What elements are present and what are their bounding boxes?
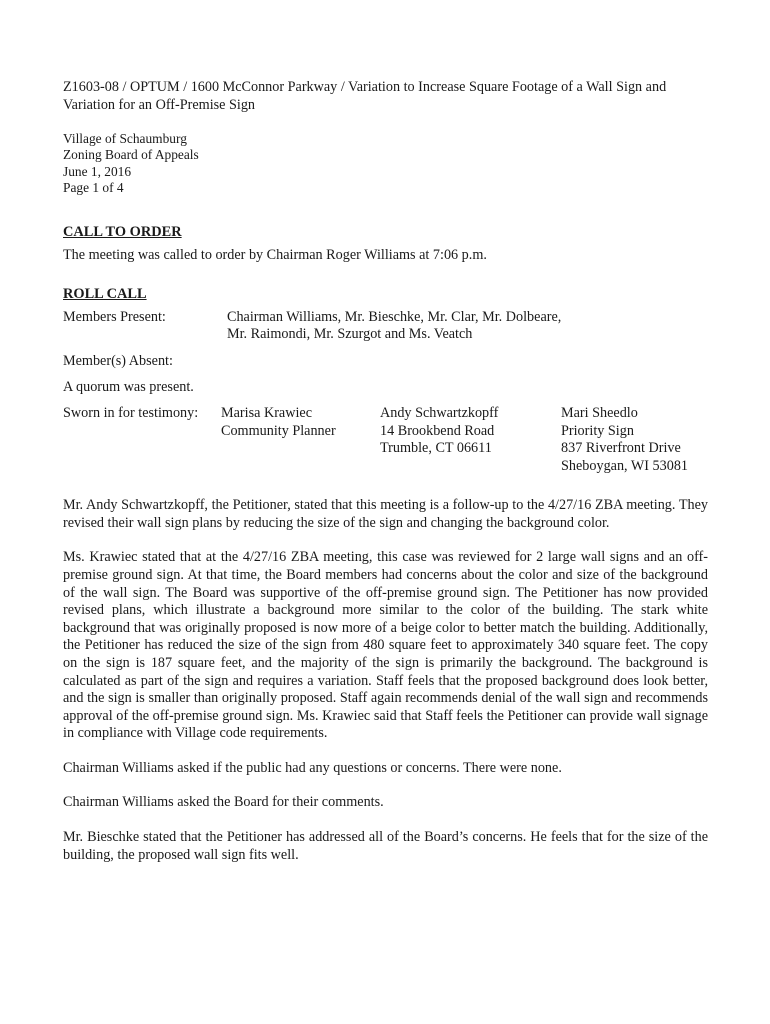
members-present-list (227, 309, 708, 344)
members-present-row (63, 309, 708, 344)
roll-call-heading: ROLL CALL (63, 286, 147, 303)
sworn-person-name: Andy Schwartzkopff (380, 405, 499, 422)
meta-board: Zoning Board of Appeals (63, 147, 199, 163)
quorum-statement: A quorum was present. (63, 378, 194, 395)
sworn-person-schwartzkopff (380, 405, 498, 458)
call-to-order-heading: CALL TO ORDER (63, 224, 182, 240)
sworn-person-address: 14 Brookbend Road (380, 422, 495, 439)
sworn-person-city: Sheboygan, WI 53081 (561, 457, 689, 474)
meta-date: June 1, 2016 (63, 163, 132, 179)
members-absent-label: Member(s) Absent: (63, 352, 173, 369)
sworn-person-address: 837 Riverfront Drive (561, 440, 681, 457)
members-present-line: Chairman Williams, Mr. Bieschke, Mr. Clar, Mr. Dolbeare, (227, 308, 562, 325)
minutes-paragraph: Mr. Bieschke stated that the Petitioner has addressed all of the Board’s concerns. He feels that for the size of the building, the proposed wall sign fits well. (63, 829, 708, 863)
sworn-person-krawiec (221, 405, 336, 440)
sworn-testimony-block (63, 405, 708, 477)
minutes-paragraph: Chairman Williams asked the Board for their comments. (63, 794, 384, 811)
sworn-person-name: Marisa Krawiec (221, 405, 312, 422)
call-to-order-text: The meeting was called to order by Chairman Roger Williams at 7:06 p.m. (63, 246, 487, 263)
sworn-person-company: Priority Sign (561, 422, 634, 439)
document-title: Z1603-08 / OPTUM / 1600 McConnor Parkway / Variation to Increase Square Footage of a Wall Sign and Variation for an Off-Premise Sign (63, 79, 667, 113)
sworn-person-sheedlo (561, 405, 688, 475)
meta-page-number: Page 1 of 4 (63, 179, 124, 195)
document-meta (63, 131, 708, 196)
document-page (63, 79, 708, 864)
members-present-line: Mr. Raimondi, Mr. Szurgot and Ms. Veatch (227, 326, 473, 343)
sworn-label-text: Sworn in for testimony: (63, 405, 199, 422)
minutes-paragraph: Chairman Williams asked if the public had any questions or concerns. There were none. (63, 759, 562, 776)
sworn-person-title: Community Planner (221, 422, 336, 439)
members-present-label: Members Present: (63, 308, 166, 325)
sworn-label (63, 405, 198, 423)
minutes-paragraph: Ms. Krawiec stated that at the 4/27/16 ZBA meeting, this case was reviewed for 2 large wall signs and an off-premise ground sign. At that time, the Board members had concerns about the color and size of the background of the wall sign. The Board was supportive of the off-premise ground sign. The Petitioner has now provided revised plans, which illustrate a background more similar to the color of the building. The stark white background that was originally proposed is now more of a beige color to better match the building. Additionally, the Petitioner has reduced the size of the sign from 480 square feet to approximately 340 square feet. The copy on the sign is 187 square feet, and the majority of the sign is primarily the background. The background is calculated as part of the sign and requires a variation. Staff feels that the proposed background does look better, and the sign is smaller than originally proposed. Staff again recommends denial of the wall sign and recommends approval of the off-premise ground sign. Ms. Krawiec said that Staff feels the Petitioner can provide wall signage in compliance with Village code requirements. (63, 549, 708, 742)
meta-organization: Village of Schaumburg (63, 131, 187, 147)
sworn-person-city: Trumble, CT 06611 (380, 440, 492, 457)
minutes-paragraph: Mr. Andy Schwartzkopff, the Petitioner, stated that this meeting is a follow-up to the 4/27/16 ZBA meeting. They revised their wall sign plans by reducing the size of the sign and changing the background color. (63, 497, 708, 531)
sworn-person-name: Mari Sheedlo (561, 405, 638, 422)
